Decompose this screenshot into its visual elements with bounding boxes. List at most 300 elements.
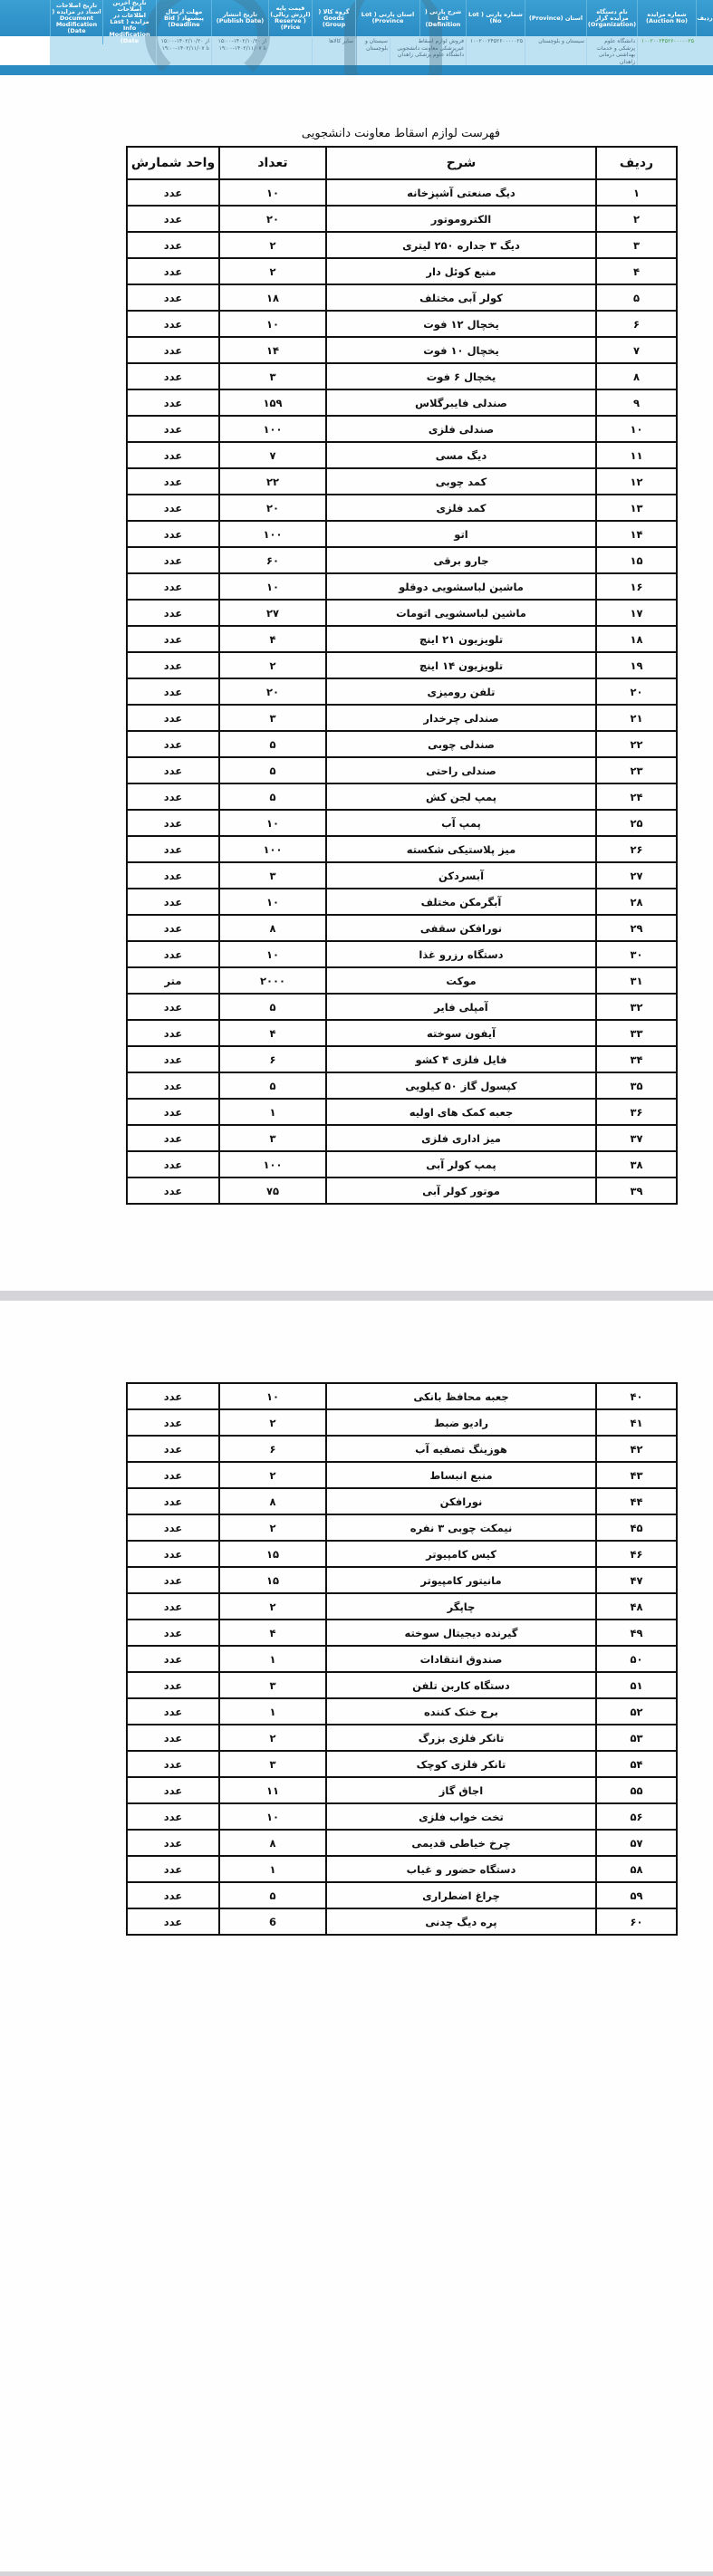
cell-row-number: ۵۸ bbox=[596, 1856, 677, 1882]
lot-definition-cell: فروش لوازم اسقاط غیرپزشکی معاونت دانشجویی دانشگاه علوم پزشکی زاهدان bbox=[390, 38, 466, 65]
cell-row-number: ۴۵ bbox=[596, 1514, 677, 1541]
organization-cell: دانشگاه علوم پزشکی و خدمات بهداشتی درمانی زاهدان bbox=[586, 38, 637, 65]
cell-row-number: ۳۶ bbox=[596, 1099, 677, 1125]
cell-row-number: ۵ bbox=[596, 284, 677, 311]
cell-unit: عدد bbox=[127, 1646, 219, 1672]
cell-row-number: ۴۴ bbox=[596, 1488, 677, 1514]
table-row bbox=[127, 1099, 677, 1125]
cell-quantity: ۶ bbox=[219, 1046, 326, 1072]
inventory-header-row bbox=[127, 147, 677, 179]
cell-description: یخچال ۱۲ فوت bbox=[326, 311, 596, 337]
cell-quantity: ۱۰۰ bbox=[219, 521, 326, 547]
column-header-quantity: تعداد bbox=[219, 147, 326, 179]
table-row bbox=[127, 232, 677, 258]
page-separator bbox=[0, 2571, 713, 2576]
cell-description: چاپگر bbox=[326, 1593, 596, 1620]
table-row bbox=[127, 810, 677, 836]
cell-row-number: ۵۴ bbox=[596, 1751, 677, 1777]
cell-description: یخچال ۶ فوت bbox=[326, 363, 596, 389]
cell-quantity: ۴ bbox=[219, 626, 326, 652]
cell-unit: عدد bbox=[127, 757, 219, 783]
auction-listing-table bbox=[0, 0, 713, 75]
cell-quantity: ۱۵ bbox=[219, 1567, 326, 1593]
table-row bbox=[127, 783, 677, 810]
cell-description: فایل فلزی ۴ کشو bbox=[326, 1046, 596, 1072]
cell-unit: عدد bbox=[127, 468, 219, 495]
cell-description: موکت bbox=[326, 967, 596, 994]
blank-cell bbox=[0, 36, 50, 65]
cell-unit: عدد bbox=[127, 311, 219, 337]
page-separator bbox=[0, 1291, 713, 1301]
cell-row-number: ۱۳ bbox=[596, 495, 677, 521]
cell-row-number: ۲ bbox=[596, 206, 677, 232]
cell-row-number: ۱۴ bbox=[596, 521, 677, 547]
cell-description: هوزینگ تصفیه آب bbox=[326, 1436, 596, 1462]
cell-description: کمد چوبی bbox=[326, 468, 596, 495]
bid-deadline-cell: از ۱۴۰۲/۱۰/۲۰-۱۵:۰۰ تا ۱۴۰۲/۱۱/۰۷-۱۹:۰۰ bbox=[156, 38, 211, 65]
table-row bbox=[127, 1567, 677, 1593]
table-row bbox=[127, 311, 677, 337]
cell-unit: عدد bbox=[127, 600, 219, 626]
table-row bbox=[127, 1072, 677, 1099]
cell-description: آبسردکن bbox=[326, 862, 596, 889]
cell-row-number: ۳۹ bbox=[596, 1177, 677, 1204]
table-row bbox=[127, 206, 677, 232]
cell-quantity: ۷۵ bbox=[219, 1177, 326, 1204]
cell-row-number: ۱ bbox=[596, 179, 677, 206]
cell-quantity: ۵ bbox=[219, 1882, 326, 1908]
cell-row-number: ۶ bbox=[596, 311, 677, 337]
table-row bbox=[127, 757, 677, 783]
table-row bbox=[127, 915, 677, 941]
table-row bbox=[127, 1620, 677, 1646]
cell-unit: عدد bbox=[127, 232, 219, 258]
cell-quantity: ۲ bbox=[219, 1514, 326, 1541]
cell-unit: عدد bbox=[127, 1436, 219, 1462]
header-reserve-price: قیمت پایه (ارزش ریالی) ( Reserve Price) bbox=[268, 0, 312, 36]
table-row bbox=[127, 1777, 677, 1803]
cell-quantity: ۳ bbox=[219, 363, 326, 389]
cell-description: یخچال ۱۰ فوت bbox=[326, 337, 596, 363]
cell-row-number: ۴۸ bbox=[596, 1593, 677, 1620]
table-row bbox=[127, 1020, 677, 1046]
cell-row-number: ۳۰ bbox=[596, 941, 677, 967]
cell-unit: عدد bbox=[127, 1541, 219, 1567]
cell-unit: عدد bbox=[127, 652, 219, 678]
cell-unit: عدد bbox=[127, 731, 219, 757]
inventory-table-page-2 bbox=[126, 1382, 678, 1936]
cell-unit: عدد bbox=[127, 810, 219, 836]
table-row bbox=[127, 678, 677, 705]
cell-description: تخت خواب فلزی bbox=[326, 1803, 596, 1830]
cell-row-number: ۱۰ bbox=[596, 416, 677, 442]
table-row bbox=[127, 1882, 677, 1908]
cell-description: رادیو ضبط bbox=[326, 1409, 596, 1436]
header-lot-no: شماره پارتی ( Lot No) bbox=[466, 0, 525, 36]
cell-quantity: ۱۴ bbox=[219, 337, 326, 363]
header-auction-no: شماره مزایده (Auction No) bbox=[637, 0, 696, 36]
table-row bbox=[127, 705, 677, 731]
table-row bbox=[127, 600, 677, 626]
cell-description: تلفن رومیزی bbox=[326, 678, 596, 705]
cell-description: دیگ مسی bbox=[326, 442, 596, 468]
cell-quantity: ۱ bbox=[219, 1099, 326, 1125]
cell-description: جعبه محافظ بانکی bbox=[326, 1383, 596, 1409]
cell-row-number: ۲۵ bbox=[596, 810, 677, 836]
cell-description: الکتروموتور bbox=[326, 206, 596, 232]
cell-description: اتو bbox=[326, 521, 596, 547]
cell-quantity: ۳ bbox=[219, 1751, 326, 1777]
cell-unit: عدد bbox=[127, 1462, 219, 1488]
cell-description: صندوق انتقادات bbox=[326, 1646, 596, 1672]
cell-description: پمپ لجن کش bbox=[326, 783, 596, 810]
table-row bbox=[127, 889, 677, 915]
cell-unit: عدد bbox=[127, 1125, 219, 1151]
cell-quantity: ۳ bbox=[219, 1125, 326, 1151]
cell-row-number: ۵۳ bbox=[596, 1725, 677, 1751]
cell-row-number: ۳ bbox=[596, 232, 677, 258]
cell-quantity: ۲۰۰۰ bbox=[219, 967, 326, 994]
cell-row-number: ۴۰ bbox=[596, 1383, 677, 1409]
cell-quantity: ۵ bbox=[219, 731, 326, 757]
cell-quantity: ۵ bbox=[219, 1072, 326, 1099]
cell-description: دستگاه رزرو غذا bbox=[326, 941, 596, 967]
cell-quantity: ۱۰ bbox=[219, 311, 326, 337]
table-row bbox=[127, 1125, 677, 1151]
cell-description: صندلی چرخدار bbox=[326, 705, 596, 731]
cell-unit: عدد bbox=[127, 1151, 219, 1177]
cell-description: موتور کولر آبی bbox=[326, 1177, 596, 1204]
cell-unit: عدد bbox=[127, 1099, 219, 1125]
cell-description: میز اداری فلزی bbox=[326, 1125, 596, 1151]
header-organization: نام دستگاه مزایده گزار (Organization) bbox=[586, 0, 637, 36]
cell-unit: عدد bbox=[127, 626, 219, 652]
auction-no-link[interactable]: ۱۰۰۲۰۰۲۴۵۲۶۰۰۰۰۰۲۵ bbox=[637, 38, 696, 65]
cell-unit: عدد bbox=[127, 915, 219, 941]
cell-row-number: ۴ bbox=[596, 258, 677, 284]
cell-quantity: ۲ bbox=[219, 1462, 326, 1488]
cell-description: جارو برقی bbox=[326, 547, 596, 573]
cell-row-number: ۲۰ bbox=[596, 678, 677, 705]
cell-quantity: ۵ bbox=[219, 994, 326, 1020]
cell-description: نورافکن سقفی bbox=[326, 915, 596, 941]
cell-description: دیگ ۳ جداره ۲۵۰ لیتری bbox=[326, 232, 596, 258]
cell-unit: عدد bbox=[127, 1698, 219, 1725]
table-row bbox=[127, 1803, 677, 1830]
cell-row-number: ۵۹ bbox=[596, 1882, 677, 1908]
cell-quantity: ۱۱ bbox=[219, 1777, 326, 1803]
cell-unit: عدد bbox=[127, 836, 219, 862]
cell-row-number: ۳۸ bbox=[596, 1151, 677, 1177]
cell-row-number: ۲۶ bbox=[596, 836, 677, 862]
cell-unit: عدد bbox=[127, 1882, 219, 1908]
cell-unit: عدد bbox=[127, 573, 219, 600]
cell-description: صندلی چوبی bbox=[326, 731, 596, 757]
table-row bbox=[127, 1541, 677, 1567]
cell-quantity: ۲۷ bbox=[219, 600, 326, 626]
cell-row-number: ۱۶ bbox=[596, 573, 677, 600]
header-last-info-modification: تاریخ آخرین اصلاحات اطلاعات در مزایده ( Last Info Modification Date) bbox=[102, 0, 156, 44]
table-row bbox=[127, 1436, 677, 1462]
cell-unit: عدد bbox=[127, 783, 219, 810]
cell-quantity: ۸ bbox=[219, 1830, 326, 1856]
table-row bbox=[127, 284, 677, 311]
cell-description: تلویزیون ۱۴ اینچ bbox=[326, 652, 596, 678]
cell-quantity: ۴ bbox=[219, 1020, 326, 1046]
cell-row-number: ۲۸ bbox=[596, 889, 677, 915]
cell-unit: عدد bbox=[127, 521, 219, 547]
cell-description: پمپ کولر آبی bbox=[326, 1151, 596, 1177]
cell-row-number: ۲۴ bbox=[596, 783, 677, 810]
cell-unit: عدد bbox=[127, 678, 219, 705]
cell-quantity: ۷ bbox=[219, 442, 326, 468]
table-row bbox=[127, 994, 677, 1020]
cell-row-number: ۱۲ bbox=[596, 468, 677, 495]
column-header-description: شرح bbox=[326, 147, 596, 179]
cell-description: منبع کوئل دار bbox=[326, 258, 596, 284]
table-row bbox=[127, 1488, 677, 1514]
cell-unit: عدد bbox=[127, 1383, 219, 1409]
header-province: استان (Province) bbox=[525, 0, 586, 36]
cell-row-number: ۳۵ bbox=[596, 1072, 677, 1099]
cell-quantity: ۱۵۹ bbox=[219, 389, 326, 416]
table-row bbox=[127, 363, 677, 389]
column-header-unit: واحد شمارش bbox=[127, 147, 219, 179]
cell-description: تانکر فلزی کوچک bbox=[326, 1751, 596, 1777]
cell-quantity: ۱۰ bbox=[219, 179, 326, 206]
cell-quantity: ۱۸ bbox=[219, 284, 326, 311]
cell-unit: عدد bbox=[127, 1567, 219, 1593]
auction-footer-stripe bbox=[0, 65, 713, 75]
cell-row-number: ۷ bbox=[596, 337, 677, 363]
cell-quantity: ۱۰ bbox=[219, 941, 326, 967]
table-row bbox=[127, 521, 677, 547]
cell-description: تانکر فلزی بزرگ bbox=[326, 1725, 596, 1751]
table-row bbox=[127, 1725, 677, 1751]
cell-description: نورافکن bbox=[326, 1488, 596, 1514]
table-row bbox=[127, 836, 677, 862]
lot-no-cell: ۱۰۰۲۰۰۲۴۵۲۶۰۰۰۰۰۲۵ bbox=[466, 38, 525, 65]
table-row bbox=[127, 258, 677, 284]
table-row bbox=[127, 495, 677, 521]
cell-quantity: ۲ bbox=[219, 1409, 326, 1436]
table-row bbox=[127, 337, 677, 363]
cell-row-number: ۸ bbox=[596, 363, 677, 389]
cell-unit: عدد bbox=[127, 1830, 219, 1856]
cell-description: منبع انبساط bbox=[326, 1462, 596, 1488]
cell-unit: عدد bbox=[127, 258, 219, 284]
cell-row-number: ۲۷ bbox=[596, 862, 677, 889]
table-row bbox=[127, 1593, 677, 1620]
cell-unit: عدد bbox=[127, 1072, 219, 1099]
table-row bbox=[127, 1908, 677, 1935]
cell-unit: عدد bbox=[127, 889, 219, 915]
cell-row-number: ۴۳ bbox=[596, 1462, 677, 1488]
publish-date-cell: از ۱۴۰۲/۱۰/۲۰-۱۵:۰۰ تا ۱۴۰۲/۱۱/۰۷-۱۹:۰۰ bbox=[211, 38, 268, 65]
cell-row-number: ۳۲ bbox=[596, 994, 677, 1020]
header-lot-province: استان پارتی ( Lot Province) bbox=[355, 0, 419, 36]
cell-description: برج خنک کننده bbox=[326, 1698, 596, 1725]
cell-unit: عدد bbox=[127, 337, 219, 363]
header-bid-deadline: مهلت ارسال پیشنهاد ( Bid Deadline) bbox=[156, 0, 211, 36]
cell-quantity: ۲ bbox=[219, 652, 326, 678]
cell-unit: عدد bbox=[127, 1777, 219, 1803]
header-goods-group: گروه کالا ( Goods Group) bbox=[312, 0, 355, 36]
cell-row-number: ۳۷ bbox=[596, 1125, 677, 1151]
cell-description: کیس کامپیوتر bbox=[326, 1541, 596, 1567]
table-row bbox=[127, 1462, 677, 1488]
cell-description: میز پلاستیکی شکسته bbox=[326, 836, 596, 862]
cell-unit: عدد bbox=[127, 1046, 219, 1072]
cell-unit: عدد bbox=[127, 1803, 219, 1830]
cell-unit: عدد bbox=[127, 495, 219, 521]
header-document-modification: تاریخ اصلاحات اسناد در مزایده ( Document Modification Date) bbox=[50, 0, 102, 36]
cell-row-number: ۵۲ bbox=[596, 1698, 677, 1725]
table-row bbox=[127, 547, 677, 573]
cell-row-number: ۱۹ bbox=[596, 652, 677, 678]
cell-quantity: ۵ bbox=[219, 757, 326, 783]
cell-quantity: ۴ bbox=[219, 1620, 326, 1646]
table-row bbox=[127, 1830, 677, 1856]
cell-description: آبگرمکن مختلف bbox=[326, 889, 596, 915]
cell-quantity: ۱۰۰ bbox=[219, 1151, 326, 1177]
cell-unit: عدد bbox=[127, 1672, 219, 1698]
cell-unit: عدد bbox=[127, 1751, 219, 1777]
cell-quantity: ۸ bbox=[219, 1488, 326, 1514]
inventory-table-page-1 bbox=[126, 146, 678, 1205]
cell-unit: متر bbox=[127, 967, 219, 994]
cell-unit: عدد bbox=[127, 941, 219, 967]
cell-description: گیرنده دیجیتال سوخته bbox=[326, 1620, 596, 1646]
cell-description: چراغ اضطراری bbox=[326, 1882, 596, 1908]
cell-quantity: ۲ bbox=[219, 232, 326, 258]
table-row bbox=[127, 941, 677, 967]
cell-quantity: ۱۰ bbox=[219, 1803, 326, 1830]
cell-description: ماشین لباسشویی اتومات bbox=[326, 600, 596, 626]
cell-quantity: ۳ bbox=[219, 1672, 326, 1698]
column-header-row-number: ردیف bbox=[596, 147, 677, 179]
table-row bbox=[127, 1514, 677, 1541]
cell-row-number: ۳۳ bbox=[596, 1020, 677, 1046]
cell-unit: عدد bbox=[127, 284, 219, 311]
table-row bbox=[127, 1751, 677, 1777]
cell-row-number: ۶۰ bbox=[596, 1908, 677, 1935]
cell-row-number: ۲۹ bbox=[596, 915, 677, 941]
cell-description: دستگاه کاربن تلفن bbox=[326, 1672, 596, 1698]
cell-row-number: ۵۶ bbox=[596, 1803, 677, 1830]
cell-description: دیگ صنعتی آشپزخانه bbox=[326, 179, 596, 206]
cell-unit: عدد bbox=[127, 179, 219, 206]
cell-row-number: ۲۲ bbox=[596, 731, 677, 757]
cell-description: صندلی فایبرگلاس bbox=[326, 389, 596, 416]
cell-quantity: ۱۵ bbox=[219, 1541, 326, 1567]
header-lot-definition: شرح پارتی ( Lot Definition) bbox=[419, 0, 466, 36]
cell-quantity: ۲۰ bbox=[219, 678, 326, 705]
cell-description: جعبه کمک های اولیه bbox=[326, 1099, 596, 1125]
table-row bbox=[127, 389, 677, 416]
cell-row-number: ۵۰ bbox=[596, 1646, 677, 1672]
table-row bbox=[127, 1856, 677, 1882]
table-row bbox=[127, 1698, 677, 1725]
table-row bbox=[127, 1646, 677, 1672]
cell-description: ماشین لباسشویی دوقلو bbox=[326, 573, 596, 600]
header-publish-date: تاریخ انتشار (Publish Date) bbox=[211, 0, 268, 36]
cell-description: پره دیگ چدنی bbox=[326, 1908, 596, 1935]
cell-description: اجاق گاز bbox=[326, 1777, 596, 1803]
cell-row-number: ۱۱ bbox=[596, 442, 677, 468]
table-row bbox=[127, 626, 677, 652]
cell-row-number: ۴۷ bbox=[596, 1567, 677, 1593]
header-row-number: ردیف bbox=[696, 0, 713, 36]
cell-row-number: ۴۹ bbox=[596, 1620, 677, 1646]
cell-quantity: ۸ bbox=[219, 915, 326, 941]
cell-unit: عدد bbox=[127, 547, 219, 573]
table-row bbox=[127, 468, 677, 495]
cell-description: کولر آبی مختلف bbox=[326, 284, 596, 311]
cell-row-number: ۳۱ bbox=[596, 967, 677, 994]
cell-quantity: ۱۰۰ bbox=[219, 836, 326, 862]
table-row bbox=[127, 416, 677, 442]
cell-unit: عدد bbox=[127, 442, 219, 468]
cell-description: چرخ خیاطی قدیمی bbox=[326, 1830, 596, 1856]
cell-description: نیمکت چوبی ۳ نفره bbox=[326, 1514, 596, 1541]
cell-quantity: ۱۰ bbox=[219, 889, 326, 915]
cell-unit: عدد bbox=[127, 206, 219, 232]
cell-description: آیفون سوخته bbox=[326, 1020, 596, 1046]
cell-description: کمد فلزی bbox=[326, 495, 596, 521]
table-row bbox=[127, 1151, 677, 1177]
cell-quantity: ۲۰ bbox=[219, 206, 326, 232]
cell-unit: عدد bbox=[127, 1620, 219, 1646]
table-row bbox=[127, 442, 677, 468]
cell-quantity: ۲۰ bbox=[219, 495, 326, 521]
cell-quantity: ۲ bbox=[219, 258, 326, 284]
cell-row-number: ۵۱ bbox=[596, 1672, 677, 1698]
cell-unit: عدد bbox=[127, 994, 219, 1020]
lot-province-cell: سیستان و بلوچستان bbox=[355, 38, 390, 65]
cell-description: آمپلی فایر bbox=[326, 994, 596, 1020]
cell-row-number: ۴۲ bbox=[596, 1436, 677, 1462]
cell-unit: عدد bbox=[127, 389, 219, 416]
cell-unit: عدد bbox=[127, 1593, 219, 1620]
cell-unit: عدد bbox=[127, 1409, 219, 1436]
cell-unit: عدد bbox=[127, 1856, 219, 1882]
cell-row-number: ۳۴ bbox=[596, 1046, 677, 1072]
cell-quantity: 6 bbox=[219, 1908, 326, 1935]
cell-quantity: ۱ bbox=[219, 1856, 326, 1882]
cell-quantity: ۱۰ bbox=[219, 573, 326, 600]
cell-unit: عدد bbox=[127, 1020, 219, 1046]
cell-row-number: ۱۸ bbox=[596, 626, 677, 652]
cell-row-number: ۲۳ bbox=[596, 757, 677, 783]
cell-unit: عدد bbox=[127, 1488, 219, 1514]
province-cell: سیستان و بلوچستان bbox=[525, 38, 586, 65]
table-row bbox=[127, 652, 677, 678]
table-row bbox=[127, 573, 677, 600]
table-row bbox=[127, 1383, 677, 1409]
cell-row-number: ۱۷ bbox=[596, 600, 677, 626]
cell-quantity: ۱۰۰ bbox=[219, 416, 326, 442]
cell-description: تلویزیون ۲۱ اینچ bbox=[326, 626, 596, 652]
cell-row-number: ۴۶ bbox=[596, 1541, 677, 1567]
table-row bbox=[127, 1409, 677, 1436]
cell-unit: عدد bbox=[127, 1725, 219, 1751]
cell-quantity: ۱ bbox=[219, 1646, 326, 1672]
cell-quantity: ۱۰ bbox=[219, 810, 326, 836]
cell-unit: عدد bbox=[127, 862, 219, 889]
cell-unit: عدد bbox=[127, 416, 219, 442]
cell-row-number: ۴۱ bbox=[596, 1409, 677, 1436]
